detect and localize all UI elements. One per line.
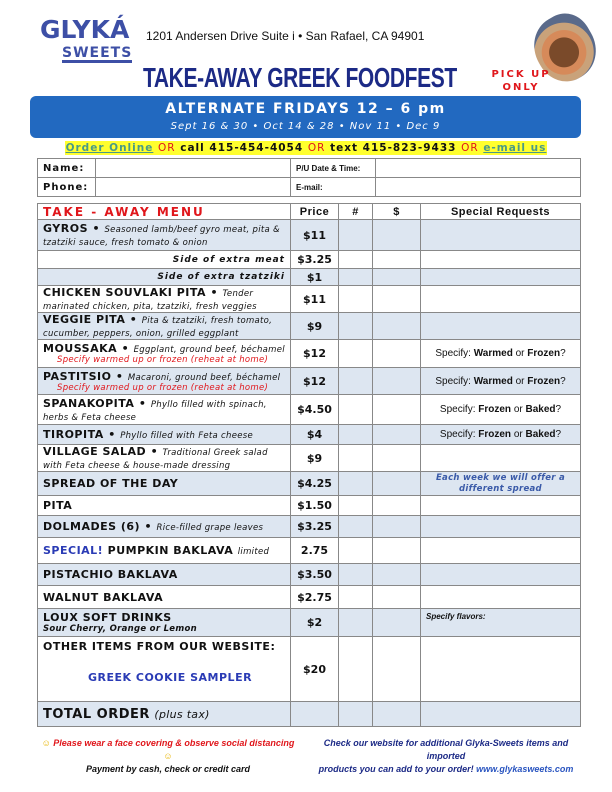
quantity-field[interactable] [339,516,373,538]
footer-right [311,737,581,776]
item-name: PITA [43,499,73,512]
quantity-field[interactable] [339,472,373,496]
request-text: ? [560,348,566,359]
special-request-field[interactable] [421,586,581,609]
website-item: GREEK COOKIE SAMPLER [88,671,253,684]
amount-field[interactable] [373,702,421,727]
footer-left [37,737,299,776]
item-cell [38,538,291,564]
smiley-icon: ☺ [41,738,51,748]
special-request-field[interactable] [421,637,581,702]
menu-row [38,538,581,564]
request-text: Specify: [435,375,474,387]
amount-field[interactable] [373,586,421,609]
menu-row [38,445,581,472]
request-text: Each week we will offer a different spread [435,472,566,494]
item-name: LOUX SOFT DRINKS [43,611,172,624]
amount-field[interactable] [373,637,421,702]
price: $1 [291,269,339,286]
special-request-field[interactable] [421,425,581,445]
quantity-field[interactable] [339,445,373,472]
website-link[interactable]: www.glykasweets.com [476,764,574,774]
amount-field[interactable] [373,496,421,516]
quantity-field[interactable] [339,313,373,340]
price: $11 [291,220,339,251]
item-description: Traditional Greek salad with Feta cheese & house-made dressing [43,448,268,471]
item-name: PUMPKIN BAKLAVA [107,544,234,557]
limited-note: limited [237,547,270,557]
amount-field[interactable] [373,564,421,586]
request-text: or [512,348,528,359]
menu-row [38,586,581,609]
price: $20 [291,637,339,702]
item-name: CHICKEN SOUVLAKI PITA [43,286,207,299]
quantity-field[interactable] [339,496,373,516]
address: 1201 Andersen Drive Suite i • San Rafael, CA 94901 [146,29,425,43]
quantity-field[interactable] [339,586,373,609]
item-description: Tender marinated chicken, pita, tzatziki, fresh veggies [43,289,257,312]
item-description: Eggplant, ground beef, béchamel [133,345,285,355]
email-link[interactable]: e-mail us [483,142,547,154]
item-cell [38,564,291,586]
pickup-time-label: P/U Date & Time: [291,159,376,178]
request-text: or [512,375,528,387]
customer-info-table [37,158,581,197]
item-name: GYROS [43,222,88,235]
price: $11 [291,286,339,313]
price: $12 [291,368,339,395]
item-cell [38,586,291,609]
pickup-line1: PICK UP [491,69,551,80]
price: $4.50 [291,395,339,425]
side-item: Side of extra tzatziki [38,269,291,286]
price: $3.25 [291,516,339,538]
quantity-field[interactable] [339,564,373,586]
amount-field[interactable] [373,538,421,564]
menu-row [38,609,581,637]
amount-field[interactable] [373,472,421,496]
special-label: SPECIAL! [43,544,104,557]
quantity-field[interactable] [339,368,373,395]
item-name: PASTITSIO [43,369,112,383]
amount-field[interactable] [373,286,421,313]
item-cell: CHICKEN SOUVLAKI PITA • Tender marinated chicken, pita, tzatziki, fresh veggies [38,286,291,313]
quantity-field[interactable] [339,286,373,313]
name-label: Name: [38,159,96,178]
special-request-field[interactable] [421,516,581,538]
price: $2.75 [291,586,339,609]
item-cell: DOLMADES (6) • Rice-filled grape leaves [38,516,291,538]
menu-row [38,251,581,269]
special-request-field[interactable] [421,313,581,340]
price: $3.50 [291,564,339,586]
price: $9 [291,313,339,340]
special-request-field[interactable] [421,472,581,496]
item-description: Seasoned lamb/beef gyro meat, pita & tzatziki sauce, fresh tomato & onion [43,225,280,248]
item-name: PISTACHIO BAKLAVA [43,568,178,581]
item-name: DOLMADES (6) [43,520,141,533]
menu-section [37,203,581,776]
order-online-link[interactable]: Order Online [65,142,154,154]
item-name: VEGGIE PITA [43,313,126,326]
amount-field[interactable] [373,269,421,286]
item-cell: SPANAKOPITA • Phyllo filled with spinach, herbs & Feta cheese [38,395,291,425]
request-text: Frozen [527,375,561,387]
item-cell: VEGGIE PITA • Pita & tzatziki, fresh tomato, cucumber, peppers, onion, grilled eggplant [38,313,291,340]
quantity-field[interactable] [339,340,373,368]
item-name: TIROPITA [43,428,104,441]
request-text: Specify: [439,429,479,440]
amount-field[interactable] [373,609,421,637]
amount-field[interactable] [373,313,421,340]
item-description: Phyllo filled with Feta cheese [120,431,254,441]
item-description: Pita & tzatziki, fresh tomato, cucumber, peppers, onion, grilled eggplant [43,316,273,339]
quantity-field[interactable] [339,395,373,425]
phone-label: Phone: [38,178,96,197]
order-methods [0,141,612,155]
menu-row [38,286,581,313]
amount-field[interactable] [373,220,421,251]
menu-row [38,425,581,445]
price: $3.25 [291,251,339,269]
menu-header-row [38,204,581,220]
request-text: or [511,429,526,440]
or-text: OR [307,142,326,154]
warming-note: Specify warmed up or frozen (reheat at home) [57,355,269,365]
request-text: Warmed [473,375,513,387]
special-request-field[interactable] [421,702,581,727]
menu-row [38,313,581,340]
item-description: Phyllo filled with spinach, herbs & Feta cheese [43,399,267,423]
special-request-field[interactable] [421,251,581,269]
request-text: Frozen [478,404,512,415]
special-request-field[interactable] [421,445,581,472]
menu-row [38,564,581,586]
item-name: MOUSSAKA [43,342,118,355]
request-text: ? [555,429,562,440]
item-description: Rice-filled grape leaves [156,523,264,533]
item-cell: GYROS • Seasoned lamb/beef gyro meat, pita & tzatziki sauce, fresh tomato & onion [38,220,291,251]
amount-field[interactable] [373,445,421,472]
item-name: WALNUT BAKLAVA [43,590,164,604]
flavors-list: Sour Cherry, Orange or Lemon [43,624,198,634]
quantity-field[interactable] [339,269,373,286]
name-field[interactable] [96,159,291,178]
menu-row [38,516,581,538]
quantity-field[interactable] [339,702,373,727]
price: $9 [291,445,339,472]
text-number: text 415-823-9433 [330,142,457,154]
or-text: OR [461,142,479,154]
banner-line1: ALTERNATE FRIDAYS 12 – 6 pm [165,101,446,117]
pickup-time-field[interactable] [376,159,581,178]
side-item: Side of extra meat [38,251,291,269]
smiley-icon: ☺ [163,751,173,761]
menu-row [38,472,581,496]
or-text: OR [158,142,176,154]
amount-field[interactable] [373,251,421,269]
item-cell [38,637,291,702]
page-title: TAKE-AWAY GREEK FOODFEST [143,62,457,93]
website-note-line1: Check our website for additional Glyka-Sweets items and imported [323,738,569,761]
menu-title: TAKE - AWAY MENU [38,204,291,220]
special-request-field[interactable] [421,286,581,313]
quantity-field[interactable] [339,538,373,564]
item-name: VILLAGE SALAD [43,445,147,458]
item-cell: PASTITSIO • Macaroni, ground beef, béchamel Specify warmed up or frozen (reheat at home) [38,368,291,395]
schedule-banner [30,96,581,138]
item-cell [38,496,291,516]
special-request-field[interactable] [421,340,581,368]
special-request-field[interactable] [421,220,581,251]
call-text: call 415-454-4054 [180,142,304,154]
request-text: ? [555,404,562,415]
request-text: or [511,404,526,415]
quantity-field[interactable] [339,609,373,637]
request-text: Specify: [435,348,474,359]
amount-field[interactable] [373,368,421,395]
qty-header: # [339,204,373,220]
price: $4 [291,425,339,445]
tax-note: (plus tax) [154,707,210,721]
special-request-field[interactable] [421,395,581,425]
price-header: Price [291,204,339,220]
logo: GLYKÁ [40,15,130,44]
request-text: Frozen [527,348,561,359]
amount-field[interactable] [373,516,421,538]
email-label: E-mail: [291,178,376,197]
website-note-line2: products you can add to your order! [318,764,474,774]
item-name: OTHER ITEMS FROM OUR WEBSITE: [43,640,276,653]
item-name: TOTAL ORDER [43,706,150,722]
warming-note: Specify warmed up or frozen (reheat at home) [57,382,269,393]
amount-field[interactable] [373,395,421,425]
amount-field[interactable] [373,425,421,445]
amount-header: $ [373,204,421,220]
quantity-field[interactable] [339,425,373,445]
request-text: Specify flavors: [426,612,486,621]
menu-row [38,637,581,702]
menu-row [38,702,581,727]
item-name: SPREAD OF THE DAY [43,477,179,490]
email-field[interactable] [376,178,581,197]
quantity-field[interactable] [339,220,373,251]
special-request-field[interactable] [421,496,581,516]
menu-row [38,368,581,395]
menu-row [38,395,581,425]
item-cell: TIROPITA • Phyllo filled with Feta cheese [38,425,291,445]
requests-header: Special Requests [421,204,581,220]
item-name: SPANAKOPITA [43,396,135,410]
item-cell [38,472,291,496]
item-description: Macaroni, ground beef, béchamel [127,372,281,383]
price: $4.25 [291,472,339,496]
item-cell: VILLAGE SALAD • Traditional Greek salad with Feta cheese & house-made dressing [38,445,291,472]
price: $2 [291,609,339,637]
logo-sub: SWEETS [62,45,133,61]
amount-field[interactable] [373,340,421,368]
request-text: Specify: [439,404,479,415]
item-cell [38,702,291,727]
request-text: Baked [525,429,556,440]
menu-row [38,220,581,251]
request-text: ? [560,375,566,387]
quantity-field[interactable] [339,637,373,702]
pickup-line2: ONLY [502,82,540,93]
special-request-field[interactable] [421,564,581,586]
menu-table [37,203,581,727]
price [291,702,339,727]
request-text: Warmed [473,348,513,359]
special-request-field[interactable] [421,609,581,637]
menu-row [38,269,581,286]
special-request-field[interactable] [421,538,581,564]
menu-row [38,340,581,368]
special-request-field[interactable] [421,368,581,395]
item-cell [38,609,291,637]
menu-row [38,496,581,516]
pickup-only-note [486,68,556,94]
footer [37,737,581,776]
payment-note: Payment by cash, check or credit card [85,764,251,774]
quantity-field[interactable] [339,251,373,269]
price: $12 [291,340,339,368]
request-text: Frozen [478,429,512,440]
phone-field[interactable] [96,178,291,197]
price: 2.75 [291,538,339,564]
banner-dates: Sept 16 & 30 • Oct 14 & 28 • Nov 11 • Dec 9 [170,121,441,132]
special-request-field[interactable] [421,269,581,286]
item-cell: MOUSSAKA • Eggplant, ground beef, béchamel Specify warmed up or frozen (reheat at home) [38,340,291,368]
request-text: Baked [525,404,556,415]
mask-note: Please wear a face covering & observe social distancing [53,738,295,748]
price: $1.50 [291,496,339,516]
